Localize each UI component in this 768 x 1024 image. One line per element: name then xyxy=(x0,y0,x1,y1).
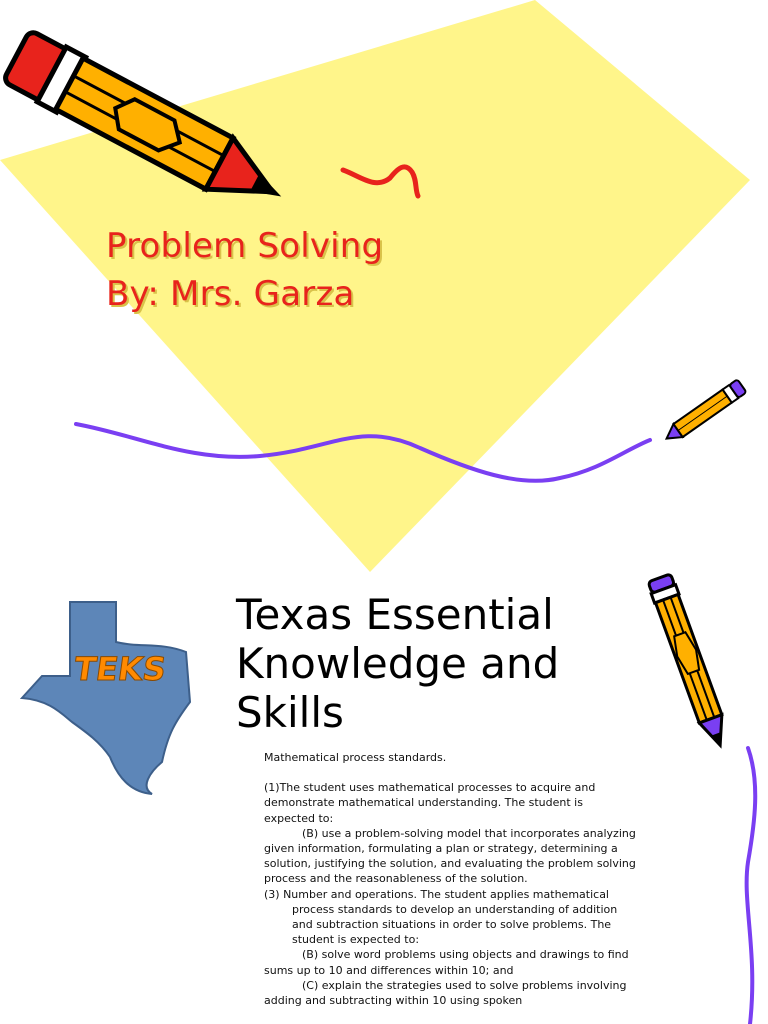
slide2-title xyxy=(236,590,559,737)
teks-texas-map-logo xyxy=(22,602,190,794)
standard-3: (3) Number and operations. The student applies mathematical process standards to develop an understanding of addition and subtraction situations in order to solve problems. The student is expected to: xyxy=(264,887,618,947)
teks-standards-text xyxy=(264,750,636,1008)
slide1-title xyxy=(106,222,383,318)
standards-heading: Mathematical process standards. xyxy=(264,751,447,764)
title-line-2: Knowledge and xyxy=(236,639,560,688)
title-line-3: Skills xyxy=(236,688,344,737)
title-line-1: Texas Essential xyxy=(236,590,554,639)
small-pencil-icon xyxy=(662,379,747,445)
vertical-pencil-icon xyxy=(647,573,732,749)
title-line-1: Problem Solving xyxy=(106,226,384,266)
standard-3c: (C) explain the strategies used to solve problems involving adding and subtracting within 10 using spoken xyxy=(264,978,627,1008)
slide-teks xyxy=(0,572,768,1024)
standard-3b: (B) solve word problems using objects and drawings to find sums up to 10 and differences within 10; and xyxy=(264,948,629,977)
title-line-2: By: Mrs. Garza xyxy=(106,274,355,314)
purple-squiggle-line-2 xyxy=(747,748,756,1024)
standard-1: (1)The student uses mathematical processes to acquire and demonstrate mathematical understanding. The student is expected to: xyxy=(264,781,596,825)
standard-1b: (B) use a problem-solving model that incorporates analyzing given information, formulating a plan or strategy, determining a solution, justifying the solution, and evaluating the problem solving process and the reasonableness of the solution. xyxy=(264,826,636,886)
teks-logo-text: TEKS xyxy=(71,650,169,688)
